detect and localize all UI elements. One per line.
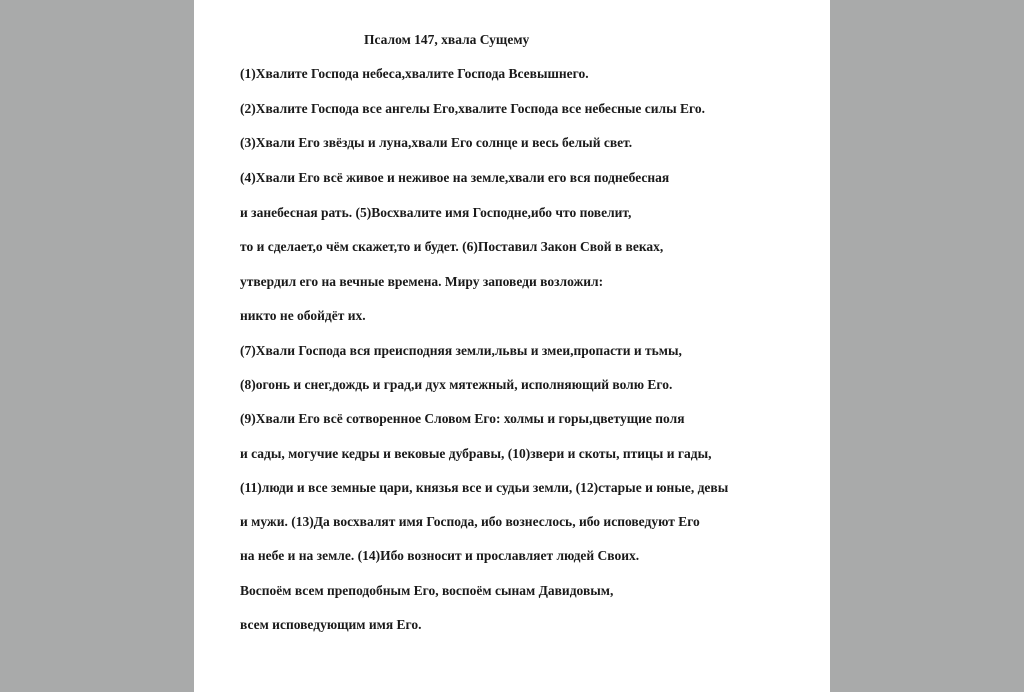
text-line: на небе и на земле. (14)Ибо возносит и прославляет людей Своих. — [240, 548, 640, 563]
text-line: (2)Хвалите Господа все ангелы Его,хвалите Господа все небесные силы Его. — [240, 101, 705, 116]
text-line: (9)Хвали Его всё сотворенное Словом Его: холмы и горы,цветущие поля — [240, 411, 685, 426]
document-page — [194, 0, 830, 692]
text-line: всем исповедующим имя Его. — [240, 617, 422, 632]
text-line: (7)Хвали Господа вся преисподняя земли,львы и змеи,пропасти и тьмы, — [240, 343, 682, 358]
text-line: то и сделает,о чём скажет,то и будет. (6)Поставил Закон Свой в веках, — [240, 239, 664, 254]
text-line: (3)Хвали Его звёзды и луна,хвали Его солнце и весь белый свет. — [240, 135, 633, 150]
text-line: утвердил его на вечные времена. Миру заповеди возложил: — [240, 274, 604, 289]
text-line: и мужи. (13)Да восхвалят имя Господа, ибо вознеслось, ибо исповедуют Его — [240, 514, 700, 529]
text-line: и занебесная рать. (5)Восхвалите имя Господне,ибо что повелит, — [240, 205, 632, 220]
text-line: и сады, могучие кедры и вековые дубравы, (10)звери и скоты, птицы и гады, — [240, 446, 712, 461]
text-line: (8)огонь и снег,дождь и град,и дух мятежный, исполняющий волю Его. — [240, 377, 673, 392]
text-line: (4)Хвали Его всё живое и неживое на земле,хвали его вся поднебесная — [240, 170, 670, 185]
text-line: Воспоём всем преподобным Его, воспоём сынам Давидовым, — [240, 583, 614, 598]
text-line: (1)Хвалите Господа небеса,хвалите Господа Всевышнего. — [240, 66, 589, 81]
page-title: Псалом 147, хвала Сущему — [364, 32, 530, 47]
text-line: (11)люди и все земные цари, князья все и судьи земли, (12)старые и юные, девы — [240, 480, 729, 495]
text-line: никто не обойдёт их. — [240, 308, 366, 323]
